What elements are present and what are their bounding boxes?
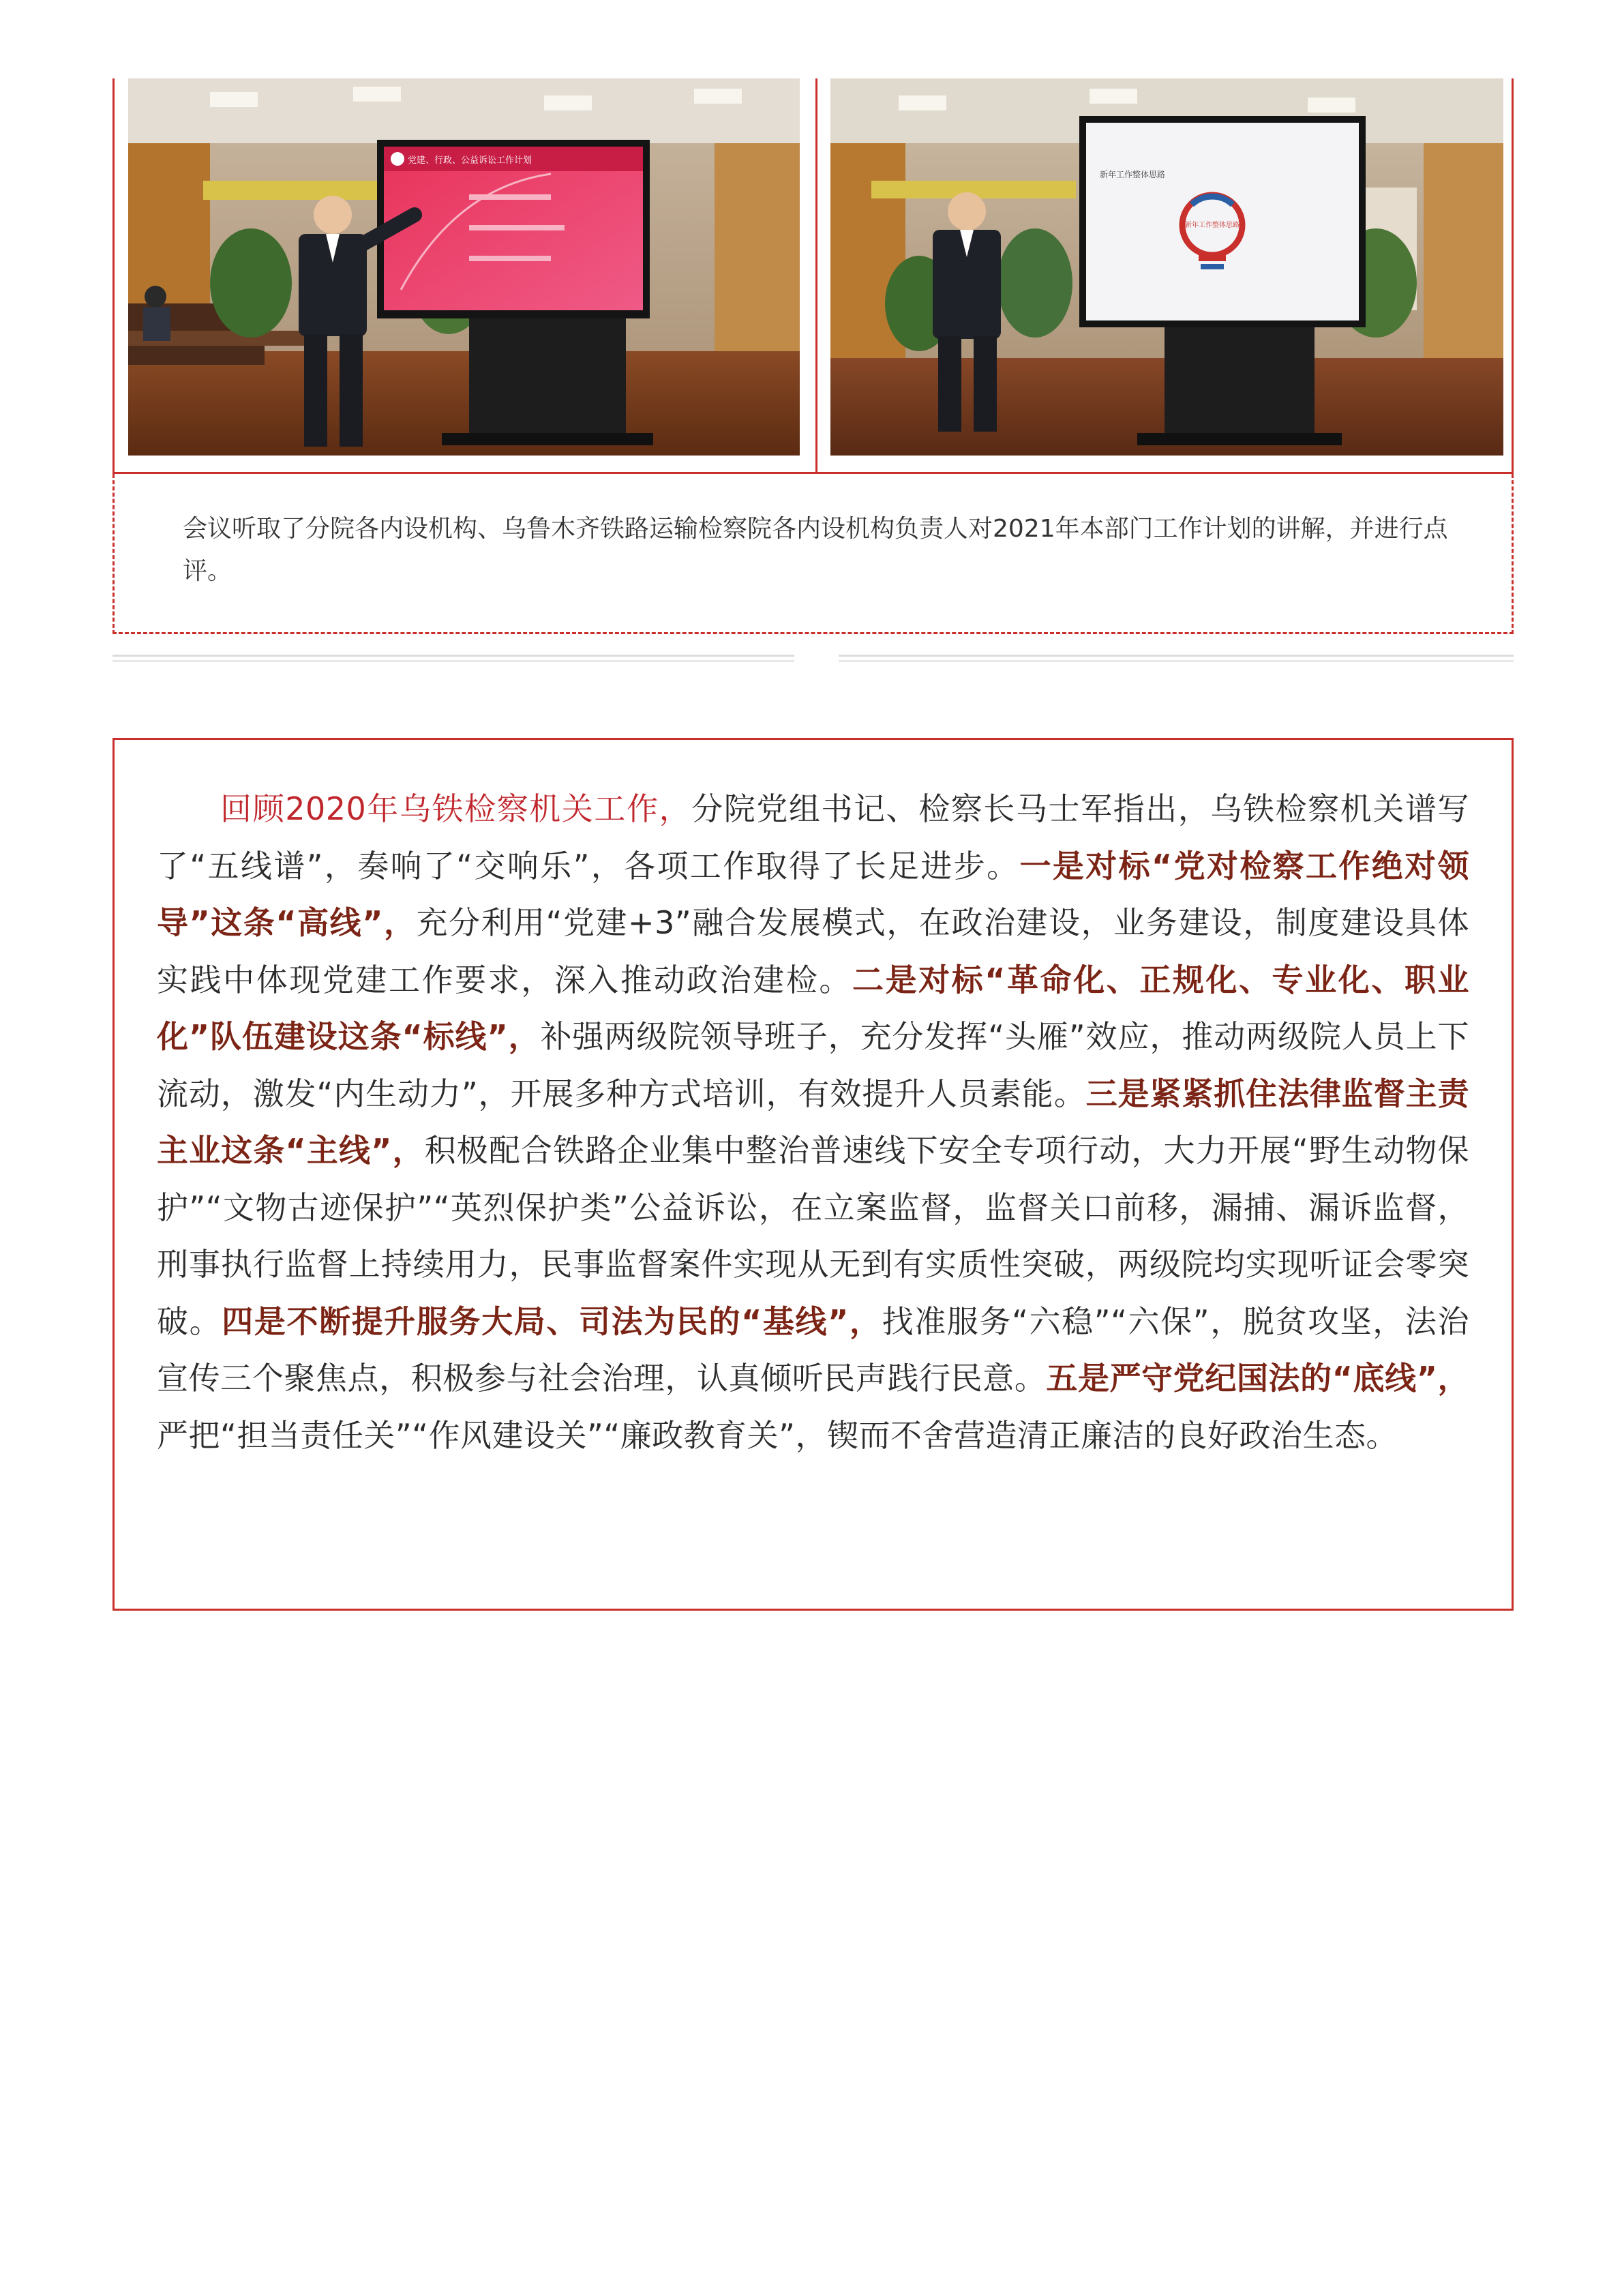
right-screen-title: 新年工作整体思路 <box>1100 170 1166 179</box>
photo-caption: 会议听取了分院各内设机构、乌鲁木齐铁路运输检察院各内设机构负责人对2021年本部门工作计划的讲解，并进行点评。 <box>183 515 1448 585</box>
left-screen-title: 党建、行政、公益诉讼工作计划 <box>408 155 532 166</box>
article-segment-1: 分院党组书记、检察长马士军指出，乌铁检察机关谱写了“五线谱”，奏响了“交响乐”，各项工作取得了长足进步。 <box>157 790 1469 884</box>
article-segment-3: 补强两级院领导班子，充分发挥“头雁”效应，推动两级院人员上下流动，激发“内生动力”，开展多种方式培训，有效提升人员素能。 <box>157 1018 1469 1112</box>
separator-right <box>839 655 1514 664</box>
point-five: 五是严守党纪国法的“底线”， <box>1046 1360 1470 1397</box>
bulb-text: 新年工作整体思路 <box>1185 222 1240 229</box>
article-lead: 回顾2020年乌铁检察机关工作， <box>220 790 692 827</box>
article-paragraph <box>157 781 1469 1464</box>
point-three: 三是紧紧抓住法律监督主责主业这条“主线”， <box>157 1075 1469 1169</box>
point-one: 一是对标“党对检察工作绝对领导”这条“高线”， <box>157 847 1470 941</box>
photo-divider <box>815 78 817 474</box>
point-four: 四是不断提升服务大局、司法为民的“基线”， <box>222 1302 882 1340</box>
article-segment-4: 积极配合铁路企业集中整治普速线下安全专项行动，大力开展“野生动物保护”“文物古迹保护”“英烈保护类”公益诉讼，在立案监督，监督关口前移，漏捕、漏诉监督，刑事执行监督上持续用力，民事监督案件实现从无到有实质性突破，两级院均实现听证会零突破。 <box>157 1132 1469 1340</box>
separator-left <box>112 655 794 664</box>
photo-frame <box>112 78 1514 474</box>
caption-box <box>112 474 1514 634</box>
article-segment-5: 找准服务“六稳”“六保”，脱贫攻坚，法治宣传三个聚焦点，积极参与社会治理，认真倾听民声践行民意。 <box>157 1302 1469 1397</box>
meeting-photo-right <box>830 78 1503 456</box>
article-segment-2: 充分利用“党建+3”融合发展模式，在政治建设，业务建设，制度建设具体实践中体现党建工作要求，深入推动政治建检。 <box>157 904 1469 998</box>
meeting-photo-left <box>128 78 800 456</box>
article-segment-6: 严把“担当责任关”“作风建设关”“廉政教育关”，锲而不舍营造清正廉洁的良好政治生态。 <box>157 1416 1398 1454</box>
article-box <box>112 738 1514 1611</box>
point-two: 二是对标“革命化、正规化、专业化、职业化”队伍建设这条“标线”， <box>157 961 1470 1055</box>
